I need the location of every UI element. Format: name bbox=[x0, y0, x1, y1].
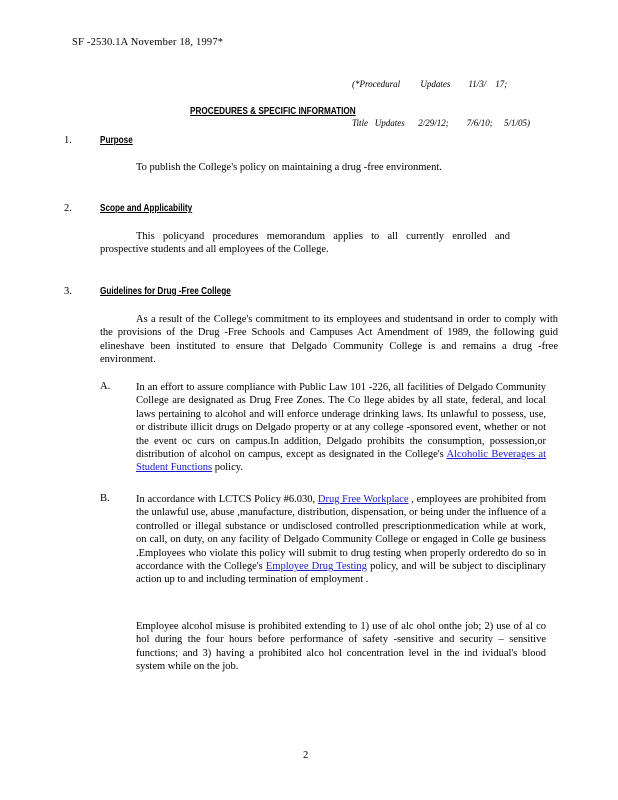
alcoholic-beverages-link[interactable]: Alcoholic Beverages at Student Functions bbox=[136, 449, 546, 474]
item-letter-a: A. bbox=[100, 381, 111, 392]
item-a-body: In an effort to assure compliance with Public Law 101 -226, all facilities of Delgado Community College are designated as Drug Free Zones. The Co llege abides by all state, federal, and local laws pertaining to alcohol and will enforce underage drinking laws. Its unlawful to possess, use, or distribute illicit drugs on Delgado property or at any college -sponsored event, whether or not the event oc curs on campus.In addition, Delgado prohibits the consumption, possession,or distribution of alcohol on campus, except as designated in the College's bbox=[136, 382, 546, 461]
update-line-2: Title Updates 2/29/12; 7/6/10; 5/1/05) bbox=[352, 118, 530, 128]
item-b-tail: policy, and will be subject to disciplinary action up to and including termination of employment . bbox=[136, 561, 547, 586]
section-number: 3. bbox=[64, 286, 72, 297]
section-number: 1. bbox=[64, 135, 72, 146]
employee-drug-testing-link[interactable]: Employee Drug Testing bbox=[265, 561, 367, 573]
alcohol-misuse-text: Employee alcohol misuse is prohibited extending to 1) use of alc ohol onthe job; 2) use of al co hol during the four hours before performance of safety -sensitive and security – sensitive functions; and 3) having a prohibited alco hol concentration level in the ind ividual's blood system while on the job. bbox=[136, 621, 546, 673]
drug-free-workplace-link[interactable]: Drug Free Workplace bbox=[317, 494, 409, 505]
item-b-body: In accordance with LCTCS Policy #6.030, bbox=[136, 494, 318, 505]
item-letter-b: B. bbox=[100, 493, 110, 504]
guidelines-text: As a result of the College's commitment to its employees and studentsand in order to comply with the provisions of the Drug -Free Schools and Campuses Act Amendment of 1989, the following guid elineshave been instituted to ensure that Delgado Community College is and remains a drug -free environment. bbox=[100, 314, 558, 366]
section-heading-guidelines: Guidelines for Drug -Free College bbox=[100, 286, 231, 297]
document-id: SF -2530.1A November 18, 1997* bbox=[72, 37, 224, 48]
update-history bbox=[352, 52, 530, 156]
item-a-text bbox=[136, 381, 546, 475]
item-a-tail: policy. bbox=[212, 462, 243, 474]
scope-text: This policyand procedures memorandum applies to all currently enrolled and prospective students and all employees of the College. bbox=[100, 231, 510, 256]
purpose-text: To publish the College's policy on maintaining a drug -free environment. bbox=[136, 162, 442, 173]
section-number: 2. bbox=[64, 203, 72, 214]
item-b-middle: , employees are prohibited from the unlawful use, abuse ,manufacture, distribution, dispensation, or being under the influence of a controlled or illegal substance or undisclosed controlled prescriptionmedication while at work, on call, on duty, on any facility of Delgado Community College or engaged in Colle ge business .Employees who violate this policy will submit to drug testing when properly orderedto do so in accordance with the College's bbox=[136, 494, 547, 573]
page-number: 2 bbox=[303, 750, 309, 761]
page-title: PROCEDURES & SPECIFIC INFORMATION bbox=[190, 106, 356, 117]
section-heading-purpose: Purpose bbox=[100, 135, 133, 146]
section-heading-scope: Scope and Applicability bbox=[100, 203, 193, 214]
update-line-1: (*Procedural Updates 11/3/ 17; bbox=[352, 79, 508, 89]
item-b-text bbox=[136, 493, 546, 587]
